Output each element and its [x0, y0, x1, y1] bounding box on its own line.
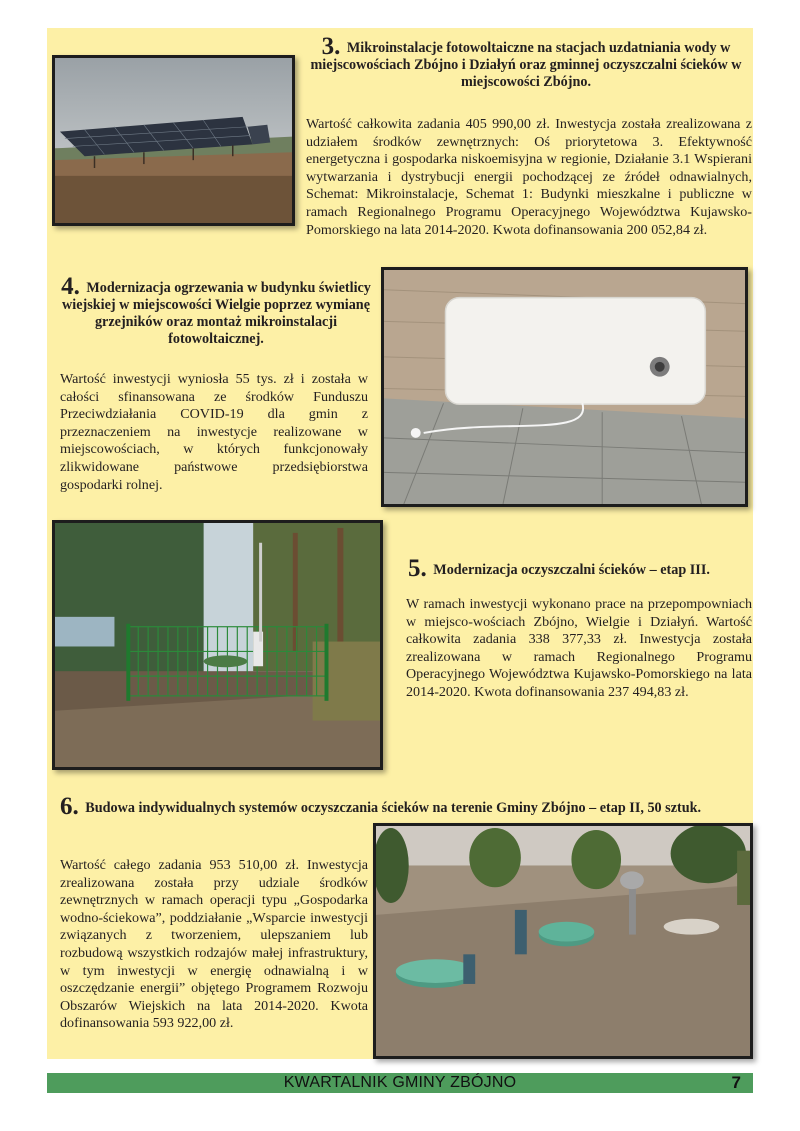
section-5-title: Modernizacja oczyszczalni ścieków – etap III.	[433, 562, 710, 578]
section-3-number: 3.	[321, 33, 341, 60]
section-6-text: Wartość całego zadania 953 510,00 zł. Inwestycja zrealizowana została przy udziale środków zewnętrznych w ramach operacji typu „Gospodarka wodno-ściekowa”, poddziałanie „Wsparcie inwestycji związanych z tworzeniem, ulepszaniem lub rozbudową wszystkich rodzajów małej infrastruktury, w tym inwestycji w energię odnawialną i w oszczędzanie energii” objętego Programem Rozwoju Obszarów Wiejskich na lata 2014-2020. Kwota dofinansowania 593 922,00 zł.	[60, 857, 368, 1032]
section-4-text: Wartość inwestycji wyniosła 55 tys. zł i została w całości sfinansowana ze środków Funduszu Przeciwdziałania COVID-19 dla gmin z przeznaczeniem na inwestycje realizowane w miejscowościach, w których funkcjonowały zlikwidowane państwowe przedsiębiorstwa gospodarki rolnej.	[60, 371, 368, 493]
section-5-text: W ramach inwestycji wykonano prace na przepompowniach w miejsco-wościach Zbójno, Wielgie i Działyń. Wartość całkowita zadania 338 377,33 zł. Inwestycja została zrealizowana w ramach Regionalnego Programu Operacyjnego Województwa Kujawsko-Pomorskiego na lata 2014-2020. Kwota dofinansowania 237 494,83 zł.	[406, 596, 752, 700]
section-6-number: 6.	[60, 793, 79, 820]
section-3-heading	[302, 33, 750, 91]
magazine-title: KWARTALNIK GMINY ZBÓJNO	[283, 1074, 517, 1091]
section-6-heading	[60, 793, 752, 820]
septic-systems-photo	[373, 823, 753, 1059]
page-number: 7	[731, 1073, 741, 1092]
solar-panels-photo	[52, 55, 295, 226]
section-4-number: 4.	[61, 273, 80, 300]
section-5-heading	[408, 555, 752, 582]
footer-bar	[47, 1073, 753, 1093]
section-3-title: Mikroinstalacje fotowoltaiczne na stacjach uzdatniania wody w miejscowościach Zbójno i Działyń oraz gminnej oczyszczalni ścieków w miejscowości Zbójno.	[310, 40, 742, 90]
section-4-title: Modernizacja ogrzewania w budynku świetlicy wiejskiej w miejscowości Wielgie poprzez wymianę grzejników oraz montaż mikroinstalacji fotowoltaicznej.	[62, 280, 371, 347]
section-5-number: 5.	[408, 555, 427, 582]
electric-heater-photo	[381, 267, 748, 507]
treatment-plant-photo	[52, 520, 383, 770]
section-3-text: Wartość całkowita zadania 405 990,00 zł. Inwestycja została zrealizowana z udziałem środków zewnętrznych: Oś priorytetowa 3. Efektywność energetyczna i gospodarka niskoemisyjna w regionie, Działanie 3.1 Wspierani wytwarzania i dystrybucji energii pochodzącej ze źródeł odnawialnych, Schemat: Mikroinstalacje, Schemat 1: Budynki mieszkalne i publiczne w ramach Regionalnego Programu Operacyjnego Województwa Kujawsko-Pomorskiego na lata 2014-2020. Kwota dofinansowania 200 052,84 zł.	[306, 116, 752, 238]
section-6-title: Budowa indywidualnych systemów oczyszczania ścieków na terenie Gminy Zbójno – etap II, 50 sztuk.	[85, 800, 702, 816]
section-4-heading	[60, 273, 372, 348]
